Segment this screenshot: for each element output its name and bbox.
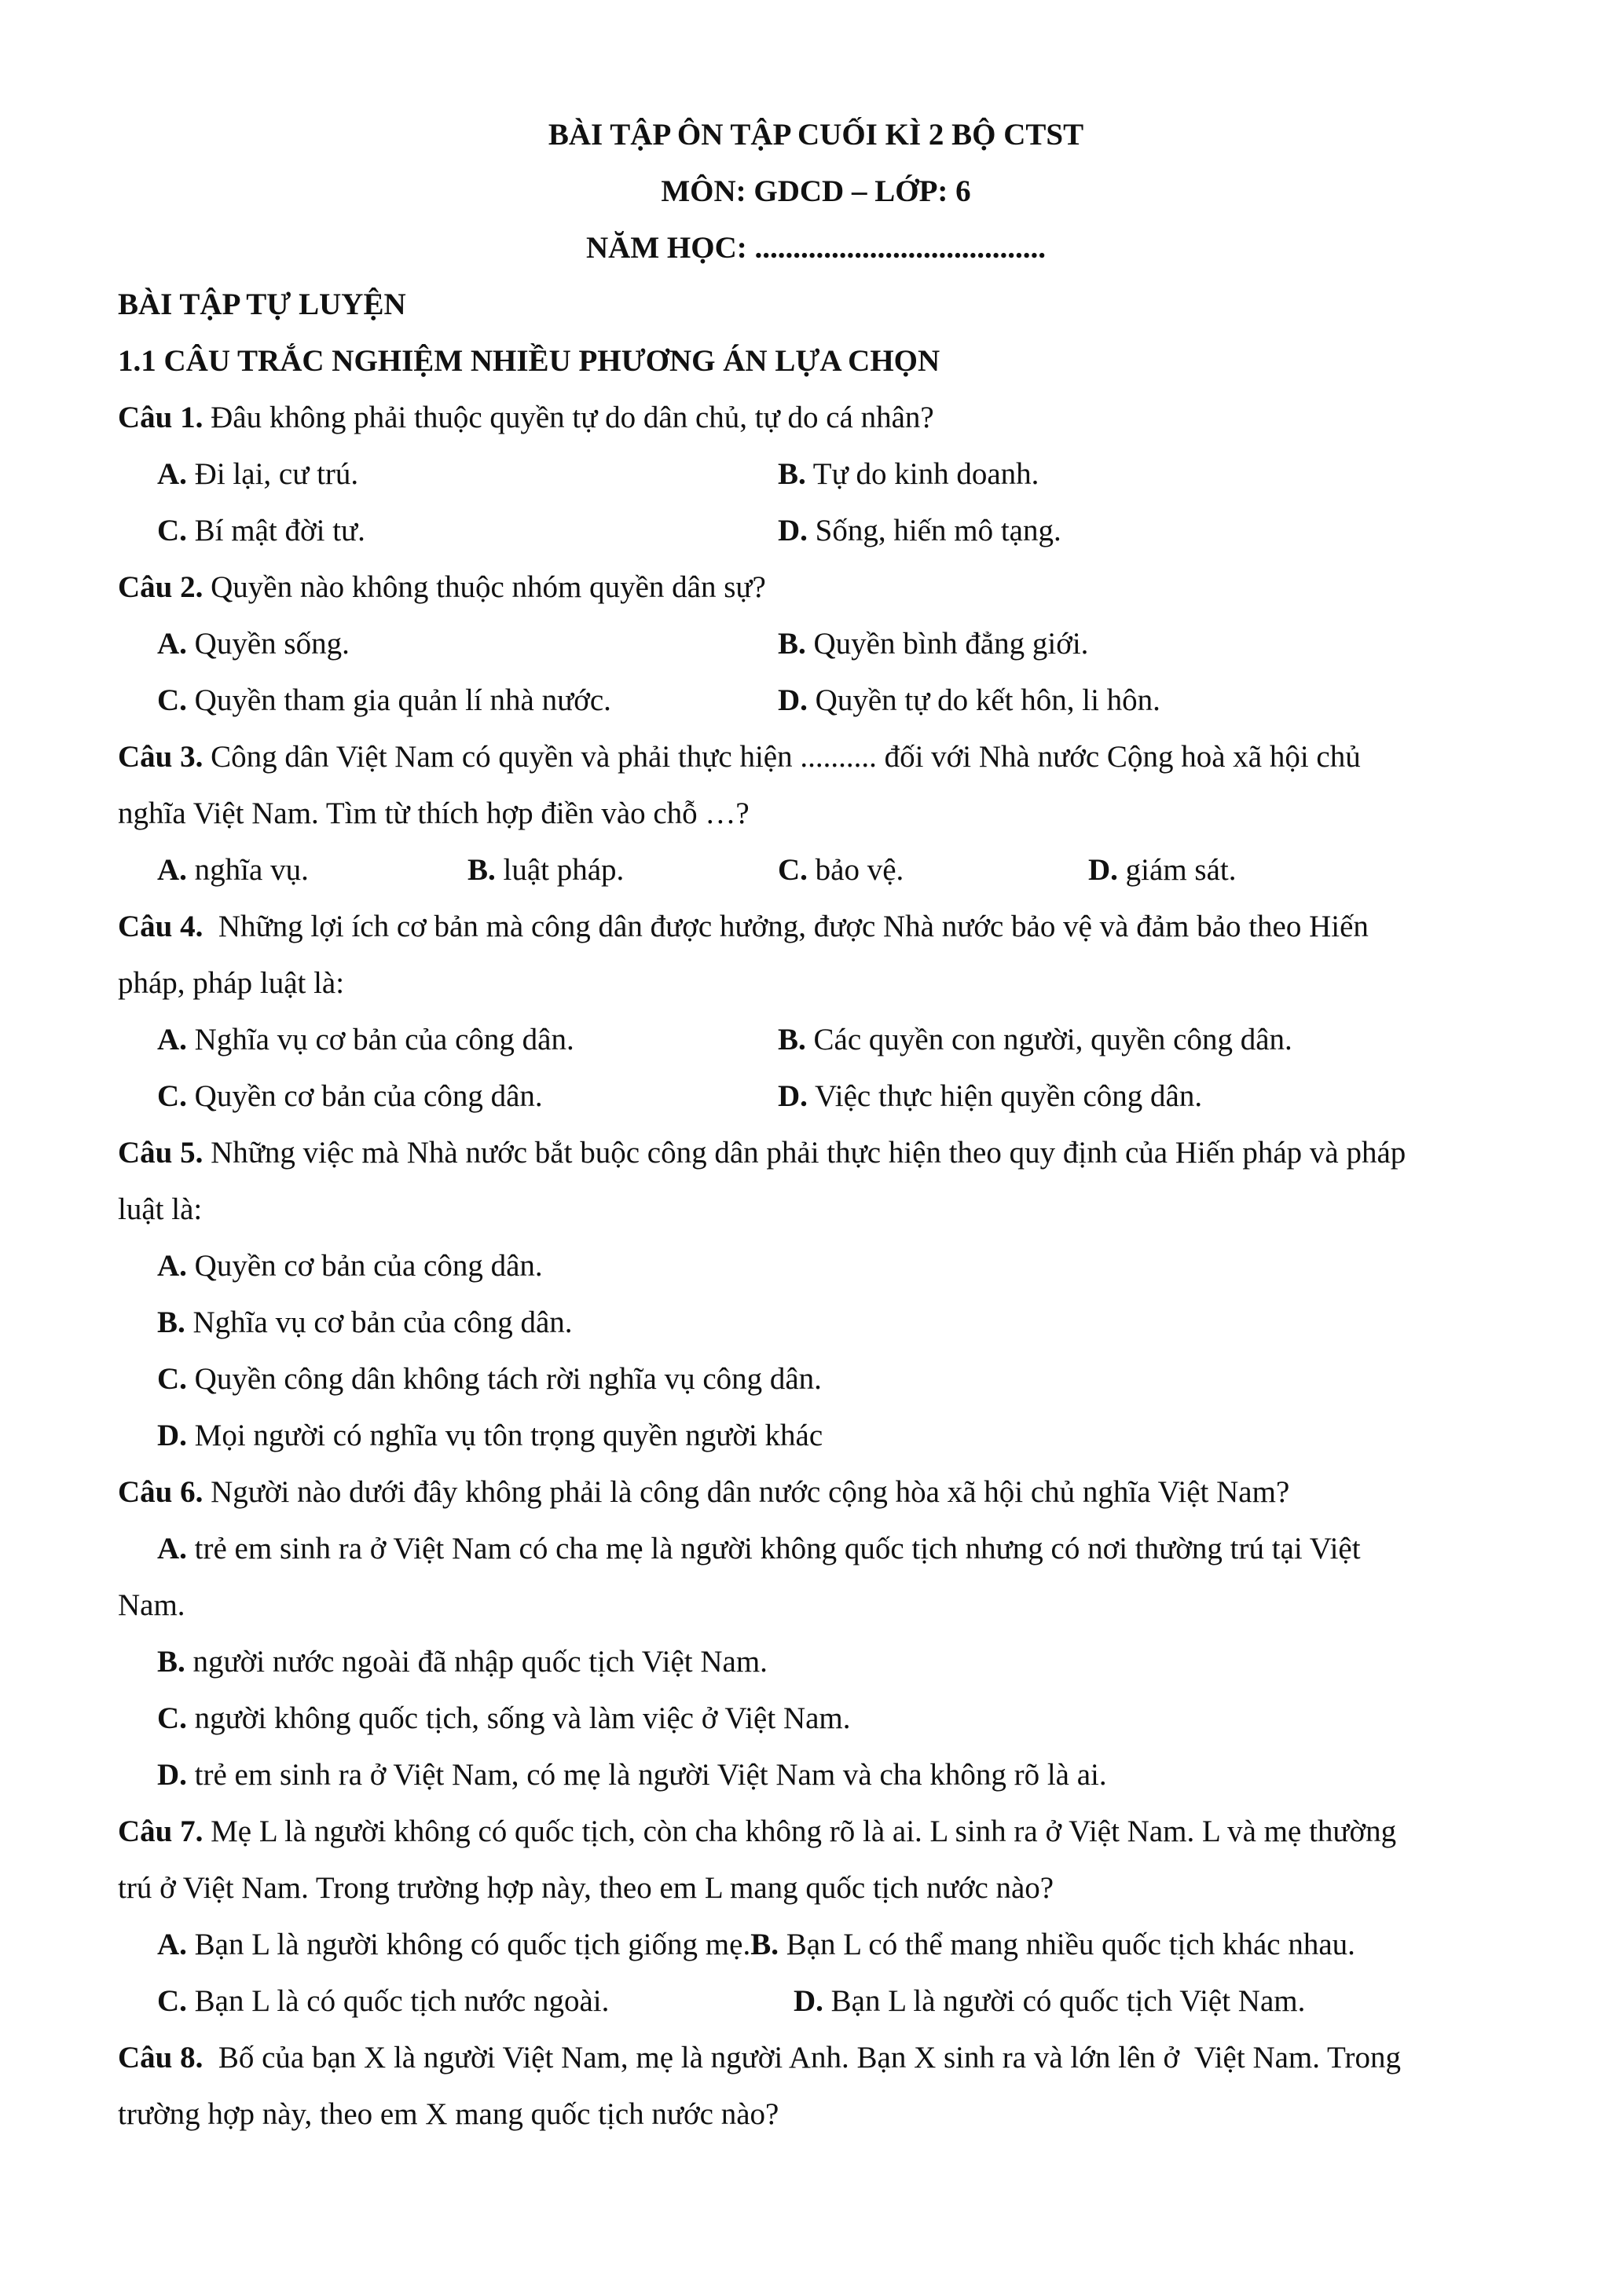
question-text: Mẹ L là người không có quốc tịch, còn cha không rõ là ai. L sinh ra ở Việt Nam. L và mẹ thường xyxy=(203,1814,1397,1848)
question-text: Những lợi ích cơ bản mà công dân được hưởng, được Nhà nước bảo vệ và đảm bảo theo Hiến xyxy=(203,910,1369,943)
option-a: A. Quyền cơ bản của công dân. xyxy=(157,1249,543,1283)
question-1 xyxy=(118,390,1514,446)
question-5 xyxy=(118,1125,1514,1181)
option-a: A. trẻ em sinh ra ở Việt Nam có cha mẹ là người không quốc tịch nhưng có nơi thường trú tại Việt xyxy=(157,1532,1361,1565)
question-8 xyxy=(118,2030,1514,2086)
question-text-continued: trường hợp này, theo em X mang quốc tịch nước nào? xyxy=(118,2097,779,2131)
option-c: C. người không quốc tịch, sống và làm việc ở Việt Nam. xyxy=(157,1701,851,1735)
question-label: Câu 7. xyxy=(118,1814,203,1848)
question-label: Câu 4. xyxy=(118,910,203,943)
question-6 xyxy=(118,1464,1514,1521)
option-b: B. người nước ngoài đã nhập quốc tịch Việt Nam. xyxy=(157,1645,768,1679)
question-label: Câu 8. xyxy=(118,2041,203,2074)
option-d: D. Việc thực hiện quyền công dân. xyxy=(778,1079,1203,1113)
option-b: B. Bạn L có thể mang nhiều quốc tịch khác nhau. xyxy=(750,1928,1355,1961)
question-text-continued: pháp, pháp luật là: xyxy=(118,966,345,1000)
option-b: B. Các quyền con người, quyền công dân. xyxy=(778,1023,1292,1056)
question-label: Câu 1. xyxy=(118,401,203,434)
question-2 xyxy=(118,559,1514,616)
question-text-continued: nghĩa Việt Nam. Tìm từ thích hợp điền vào chỗ …? xyxy=(118,796,750,830)
option-a: A. Đi lại, cư trú. xyxy=(157,457,359,491)
question-text: Bố của bạn X là người Việt Nam, mẹ là người Anh. Bạn X sinh ra và lớn lên ở Việt Nam. Trong xyxy=(203,2041,1401,2074)
doc-subject: MÔN: GDCD – LỚP: 6 xyxy=(661,174,971,208)
option-a: A. Quyền sống. xyxy=(157,627,350,661)
question-text-continued: trú ở Việt Nam. Trong trường hợp này, theo em L mang quốc tịch nước nào? xyxy=(118,1871,1054,1905)
section-title: BÀI TẬP TỰ LUYỆN xyxy=(118,287,406,321)
question-text-continued: luật là: xyxy=(118,1192,203,1226)
option-b: B. Tự do kinh doanh. xyxy=(778,457,1039,491)
question-label: Câu 6. xyxy=(118,1475,203,1509)
option-a: A. nghĩa vụ. xyxy=(157,853,309,887)
option-d: D. Mọi người có nghĩa vụ tôn trọng quyền người khác xyxy=(157,1419,823,1452)
options-row xyxy=(118,446,1514,503)
question-7 xyxy=(118,1803,1514,1860)
options-row xyxy=(118,1973,1514,2030)
option-c: C. Quyền tham gia quản lí nhà nước. xyxy=(157,683,611,717)
question-4 xyxy=(118,899,1514,955)
option-a: A. Bạn L là người không có quốc tịch giống mẹ. xyxy=(157,1928,751,1961)
option-a-continued: Nam. xyxy=(118,1588,185,1622)
option-d: D. giám sát. xyxy=(1088,853,1237,887)
options-row xyxy=(118,1917,1514,1973)
doc-year: NĂM HỌC: ...................................... xyxy=(586,231,1046,265)
option-c: C. Quyền công dân không tách rời nghĩa vụ công dân. xyxy=(157,1362,822,1396)
option-c: C. Quyền cơ bản của công dân. xyxy=(157,1079,543,1113)
question-label: Câu 3. xyxy=(118,740,203,774)
option-a: A. Nghĩa vụ cơ bản của công dân. xyxy=(157,1023,574,1056)
options-row xyxy=(118,672,1514,729)
options-row xyxy=(118,503,1514,559)
option-c: C. Bí mật đời tư. xyxy=(157,514,365,547)
question-text: Quyền nào không thuộc nhóm quyền dân sự? xyxy=(203,570,766,604)
options-row xyxy=(118,1012,1514,1068)
options-row xyxy=(118,616,1514,672)
option-d: D. Bạn L là người có quốc tịch Việt Nam. xyxy=(794,1984,1306,2018)
option-d: D. trẻ em sinh ra ở Việt Nam, có mẹ là người Việt Nam và cha không rõ là ai. xyxy=(157,1758,1107,1792)
option-c: C. bảo vệ. xyxy=(778,853,904,887)
options-row xyxy=(118,842,1514,899)
subsection-title: 1.1 CÂU TRẮC NGHIỆM NHIỀU PHƯƠNG ÁN LỰA CHỌN xyxy=(118,344,940,378)
question-text: Công dân Việt Nam có quyền và phải thực hiện .......... đối với Nhà nước Cộng hoà xã hội chủ xyxy=(203,740,1361,774)
option-d: D. Quyền tự do kết hôn, li hôn. xyxy=(778,683,1160,717)
option-b: B. Nghĩa vụ cơ bản của công dân. xyxy=(157,1305,573,1339)
doc-title: BÀI TẬP ÔN TẬP CUỐI KÌ 2 BỘ CTST xyxy=(548,118,1084,152)
option-b: B. luật pháp. xyxy=(467,853,625,887)
question-label: Câu 5. xyxy=(118,1136,203,1170)
question-text: Những việc mà Nhà nước bắt buộc công dân phải thực hiện theo quy định của Hiến pháp và pháp xyxy=(203,1136,1406,1170)
option-c: C. Bạn L là có quốc tịch nước ngoài. xyxy=(157,1984,610,2018)
question-3 xyxy=(118,729,1514,785)
option-d: D. Sống, hiến mô tạng. xyxy=(778,514,1061,547)
options-row xyxy=(118,1068,1514,1125)
question-text: Người nào dưới đây không phải là công dân nước cộng hòa xã hội chủ nghĩa Việt Nam? xyxy=(203,1475,1290,1509)
option-b: B. Quyền bình đẳng giới. xyxy=(778,627,1089,661)
question-label: Câu 2. xyxy=(118,570,203,604)
question-text: Đâu không phải thuộc quyền tự do dân chủ, tự do cá nhân? xyxy=(203,401,934,434)
